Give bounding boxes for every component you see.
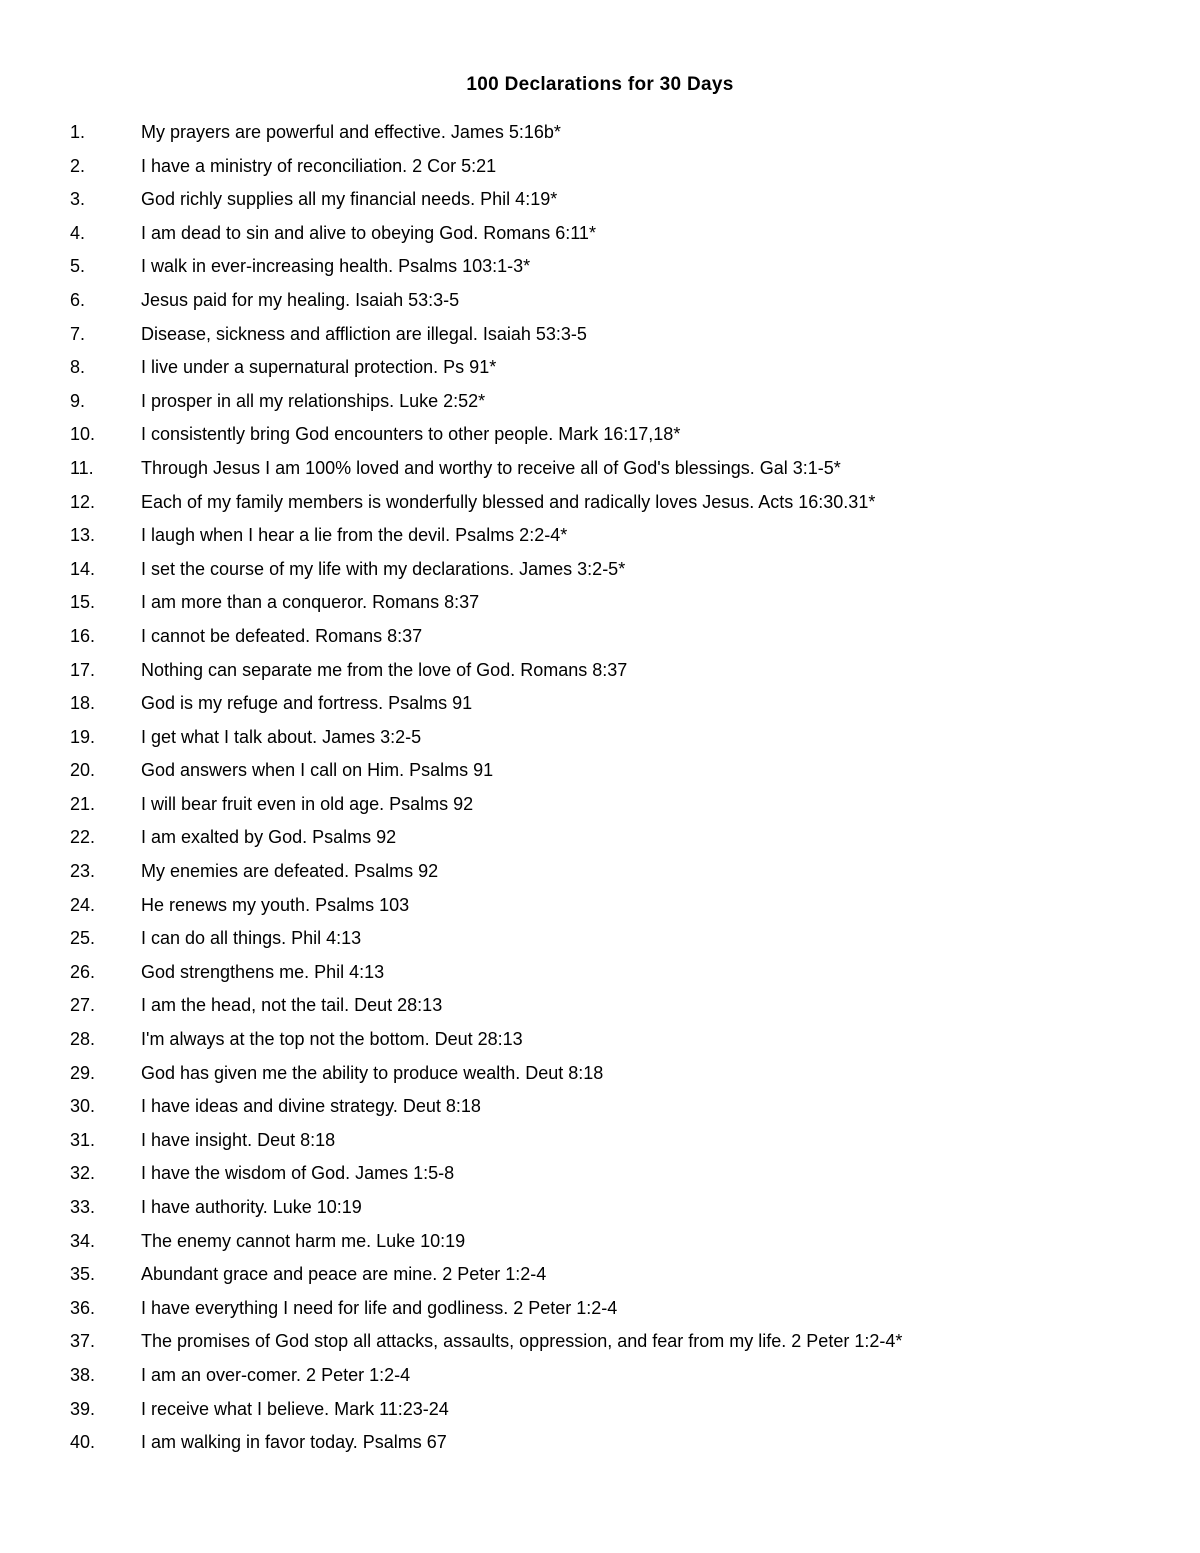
item-text: My enemies are defeated. Psalms 92 xyxy=(141,861,439,882)
list-item xyxy=(0,1159,1200,1193)
item-number: 32. xyxy=(70,1163,96,1184)
item-text: I set the course of my life with my declarations. James 3:2-5* xyxy=(141,558,626,579)
item-number: 40. xyxy=(70,1432,96,1453)
list-item xyxy=(0,891,1200,925)
item-text: Disease, sickness and affliction are illegal. Isaiah 53:3-5 xyxy=(141,323,587,344)
item-number: 4. xyxy=(70,222,86,243)
item-number: 36. xyxy=(70,1297,96,1318)
list-item xyxy=(0,689,1200,723)
item-number: 13. xyxy=(70,525,96,546)
item-number: 29. xyxy=(70,1062,96,1083)
item-text: I can do all things. Phil 4:13 xyxy=(141,928,362,949)
list-item xyxy=(0,588,1200,622)
item-text: I am the head, not the tail. Deut 28:13 xyxy=(141,995,443,1016)
list-item xyxy=(0,420,1200,454)
item-number: 16. xyxy=(70,625,96,646)
list-item xyxy=(0,1025,1200,1059)
item-number: 35. xyxy=(70,1264,96,1285)
item-text: Each of my family members is wonderfully blessed and radically loves Jesus. Acts 16:30.31* xyxy=(141,491,876,512)
item-text: I am dead to sin and alive to obeying God. Romans 6:11* xyxy=(141,222,596,243)
list-item xyxy=(0,1428,1200,1462)
item-number: 15. xyxy=(70,592,96,613)
item-text: I will bear fruit even in old age. Psalms 92 xyxy=(141,793,474,814)
list-item xyxy=(0,790,1200,824)
item-text: I prosper in all my relationships. Luke 2:52* xyxy=(141,390,486,411)
item-text: Jesus paid for my healing. Isaiah 53:3-5 xyxy=(141,289,460,310)
item-text: Abundant grace and peace are mine. 2 Peter 1:2-4 xyxy=(141,1264,547,1285)
item-number: 27. xyxy=(70,995,96,1016)
item-text: I cannot be defeated. Romans 8:37 xyxy=(141,625,423,646)
item-number: 23. xyxy=(70,861,96,882)
list-item xyxy=(0,286,1200,320)
item-text: I have ideas and divine strategy. Deut 8:18 xyxy=(141,1096,481,1117)
list-item xyxy=(0,387,1200,421)
list-item xyxy=(0,320,1200,354)
item-number: 30. xyxy=(70,1096,96,1117)
item-text: I live under a supernatural protection. Ps 91* xyxy=(141,357,497,378)
item-text: God has given me the ability to produce wealth. Deut 8:18 xyxy=(141,1062,604,1083)
list-item xyxy=(0,488,1200,522)
list-item xyxy=(0,1361,1200,1395)
item-number: 33. xyxy=(70,1197,96,1217)
list-item xyxy=(0,1227,1200,1261)
item-text: I am more than a conqueror. Romans 8:37 xyxy=(141,592,480,613)
item-number: 9. xyxy=(70,390,86,411)
item-number: 3. xyxy=(70,189,86,210)
item-number: 39. xyxy=(70,1398,96,1419)
item-number: 2. xyxy=(70,155,86,176)
item-number: 10. xyxy=(70,424,96,445)
list-item xyxy=(0,454,1200,488)
list-item xyxy=(0,353,1200,387)
list-item xyxy=(0,1059,1200,1093)
item-number: 19. xyxy=(70,726,96,747)
item-number: 11. xyxy=(70,457,94,478)
item-text: I walk in ever-increasing health. Psalms 103:1-3* xyxy=(141,256,531,277)
list-item xyxy=(0,1294,1200,1328)
item-text: I receive what I believe. Mark 11:23-24 xyxy=(141,1398,449,1419)
item-text: I get what I talk about. James 3:2-5 xyxy=(141,726,422,747)
item-text: The promises of God stop all attacks, assaults, oppression, and fear from my life. 2 Peter 1:2-4* xyxy=(141,1331,903,1352)
item-text: Through Jesus I am 100% loved and worthy to receive all of God's blessings. Gal 3:1-5* xyxy=(141,457,841,478)
item-text: The enemy cannot harm me. Luke 10:19 xyxy=(141,1230,466,1251)
item-number: 37. xyxy=(70,1331,96,1352)
item-number: 1. xyxy=(70,122,86,142)
item-number: 24. xyxy=(70,894,96,915)
item-text: I have insight. Deut 8:18 xyxy=(141,1129,336,1150)
item-text: I have a ministry of reconciliation. 2 Cor 5:21 xyxy=(141,155,497,176)
item-number: 17. xyxy=(70,659,96,680)
item-text: He renews my youth. Psalms 103 xyxy=(141,894,410,915)
item-number: 8. xyxy=(70,357,86,378)
item-number: 20. xyxy=(70,760,96,781)
item-number: 14. xyxy=(70,558,96,579)
list-item xyxy=(0,723,1200,757)
item-number: 26. xyxy=(70,961,96,982)
item-text: I consistently bring God encounters to other people. Mark 16:17,18* xyxy=(141,424,681,445)
document-title: 100 Declarations for 30 Days xyxy=(466,74,734,95)
item-number: 22. xyxy=(70,827,96,848)
list-item xyxy=(0,1092,1200,1126)
item-text: I am an over-comer. 2 Peter 1:2-4 xyxy=(141,1364,411,1385)
list-item xyxy=(0,555,1200,589)
item-text: I am exalted by God. Psalms 92 xyxy=(141,827,397,848)
list-item xyxy=(0,1193,1200,1227)
item-number: 34. xyxy=(70,1230,96,1251)
item-number: 31. xyxy=(70,1129,96,1150)
item-text: I'm always at the top not the bottom. Deut 28:13 xyxy=(141,1029,523,1050)
list-item xyxy=(0,622,1200,656)
list-item xyxy=(0,924,1200,958)
item-number: 38. xyxy=(70,1364,96,1385)
item-text: I have authority. Luke 10:19 xyxy=(141,1197,362,1217)
list-item xyxy=(0,521,1200,555)
item-number: 6. xyxy=(70,289,86,310)
item-number: 5. xyxy=(70,256,86,277)
list-item xyxy=(0,656,1200,690)
list-item xyxy=(0,756,1200,790)
list-item xyxy=(0,1395,1200,1429)
item-text: My prayers are powerful and effective. James 5:16b* xyxy=(141,122,561,142)
list-item xyxy=(0,991,1200,1025)
item-number: 18. xyxy=(70,693,96,714)
list-item xyxy=(0,185,1200,219)
list-item xyxy=(0,857,1200,891)
list-item xyxy=(0,219,1200,253)
item-text: God strengthens me. Phil 4:13 xyxy=(141,961,385,982)
item-text: God is my refuge and fortress. Psalms 91 xyxy=(141,693,473,714)
item-text: I laugh when I hear a lie from the devil. Psalms 2:2-4* xyxy=(141,525,568,546)
list-item xyxy=(0,252,1200,286)
list-item xyxy=(0,823,1200,857)
item-number: 12. xyxy=(70,491,96,512)
item-number: 28. xyxy=(70,1029,96,1050)
item-number: 7. xyxy=(70,323,86,344)
list-item xyxy=(0,1126,1200,1160)
list-item xyxy=(0,118,1200,152)
item-text: God richly supplies all my financial needs. Phil 4:19* xyxy=(141,189,558,210)
item-text: I am walking in favor today. Psalms 67 xyxy=(141,1432,447,1453)
list-item xyxy=(0,152,1200,186)
list-item xyxy=(0,1327,1200,1361)
item-number: 25. xyxy=(70,928,96,949)
item-text: God answers when I call on Him. Psalms 91 xyxy=(141,760,494,781)
list-item xyxy=(0,958,1200,992)
list-item xyxy=(0,1260,1200,1294)
declaration-list xyxy=(0,118,1200,1462)
item-number: 21. xyxy=(70,793,96,814)
item-text: Nothing can separate me from the love of God. Romans 8:37 xyxy=(141,659,628,680)
item-text: I have the wisdom of God. James 1:5-8 xyxy=(141,1163,455,1184)
item-text: I have everything I need for life and godliness. 2 Peter 1:2-4 xyxy=(141,1297,618,1318)
